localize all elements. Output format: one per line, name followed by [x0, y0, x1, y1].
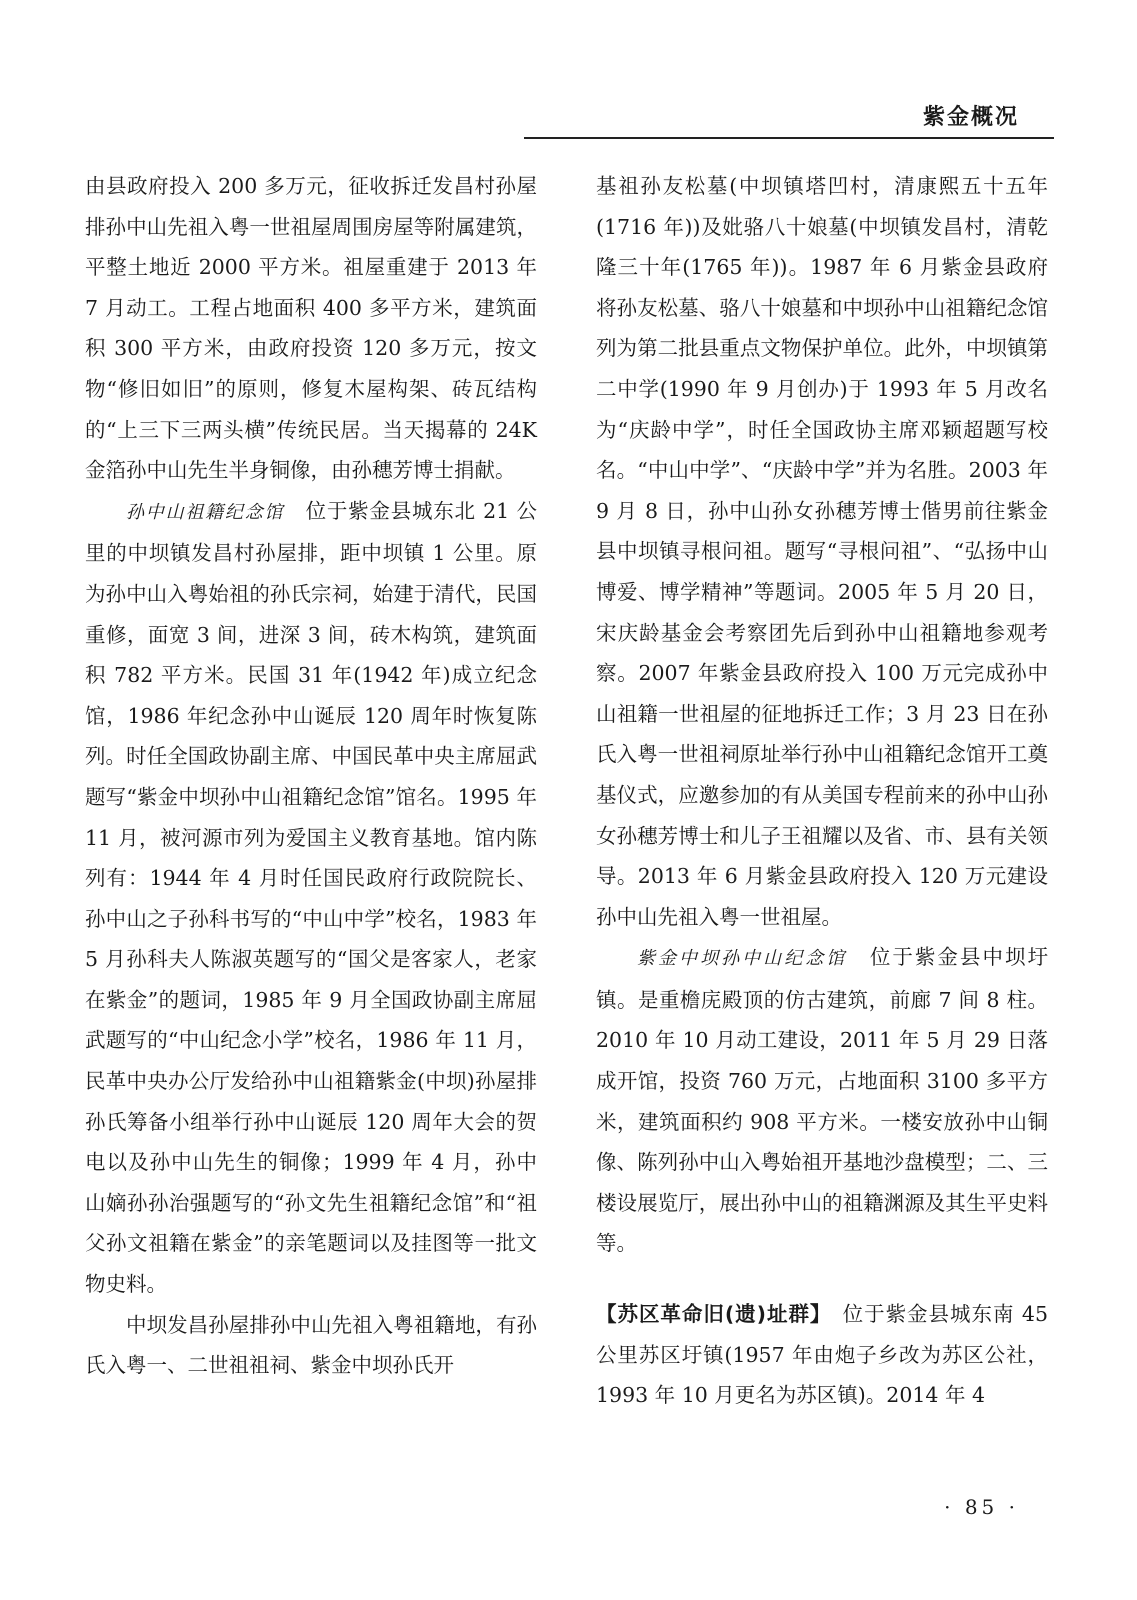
- left-paragraph-3: 中坝发昌孙屋排孙中山先祖入粤祖籍地，有孙氏入粤一、二世祖祖祠、紫金中坝孙氏开: [85, 1312, 537, 1378]
- left-column: [85, 166, 537, 1386]
- left-paragraph-2-body: 位于紫金县城东北 21 公里的中坝镇发昌村孙屋排，距中坝镇 1 公里。原为孙中山入粤始祖的孙氏宗祠，始建于清代，民国重修，面宽 3 间，进深 3 间，砖木构筑，建筑面积 782 平方米。民国 31 年(1942 年)成立纪念馆，1986 年纪念孙中山诞辰 120 周年时恢复陈列。时任全国政协副主席、中国民革中央主席屈武题写“紫金中坝孙中山祖籍纪念馆”馆名。1995 年 11 月，被河源市列为爱国主义教育基地。馆内陈列有：1944 年 4 月时任国民政府行政院院长、孙中山之子孙科书写的“中山中学”校名，1983 年 5 月孙科夫人陈淑英题写的“国父是客家人，老家在紫金”的题词，1985 年 9 月全国政协副主席屈武题写的“中山纪念小学”校名，1986 年 11 月，民革中央办公厅发给孙中山祖籍紫金(中坝)孙屋排孙氏筹备小组举行孙中山诞辰 120 周年大会的贺电以及孙中山先生的铜像；1999 年 4 月，孙中山嫡孙孙治强题写的“孙文先生祖籍纪念馆”和“祖父孙文祖籍在紫金”的亲笔题词以及挂图等一批文物史料。: [85, 498, 538, 1297]
- section-header-title: 紫金概况: [922, 105, 1019, 130]
- header-rule: [524, 137, 1054, 139]
- left-paragraph-2: [85, 491, 537, 1305]
- page-number: · 85 ·: [944, 1495, 1019, 1519]
- right-column: [596, 166, 1048, 1416]
- right-paragraph-2: [596, 937, 1048, 1264]
- right-paragraph-3: [596, 1294, 1048, 1416]
- left-paragraph-1: 由县政府投入 200 多万元，征收拆迁发昌村孙屋排孙中山先祖入粤一世祖屋周围房屋等附属建筑，平整土地近 2000 平方米。祖屋重建于 2013 年 7 月动工。工程占地面积 400 多平方米，建筑面积 300 平方米，由政府投资 120 多万元，按文物“修旧如旧”的原则，修复木屋构架、砖瓦结构的“上三下三两头横”传统民居。当天揭幕的 24K 金箔孙中山先生半身铜像，由孙穗芳博士捐献。: [85, 174, 537, 483]
- section-title-soviet-sites: 【苏区革命旧(遗)址群】: [596, 1302, 822, 1327]
- right-paragraph-3-body: 位于紫金县城东南 45 公里苏区圩镇(1957 年由炮子乡改为苏区公社，1993 年 10 月更名为苏区镇)。2014 年 4: [596, 1302, 1048, 1408]
- right-paragraph-2-body: 位于紫金县中坝圩镇。是重檐庑殿顶的仿古建筑，前廊 7 间 8 柱。2010 年 10 月动工建设，2011 年 5 月 29 日落成开馆，投资 760 万元，占地面积 3100 多平方米，建筑面积约 908 平方米。一楼安放孙中山铜像、陈列孙中山入粤始祖开基地沙盘模型；二、三楼设展览厅，展出孙中山的祖籍渊源及其生平史料等。: [596, 945, 1049, 1256]
- right-paragraph-1: 基祖孙友松墓(中坝镇塔凹村，清康熙五十五年(1716 年))及妣骆八十娘墓(中坝镇发昌村，清乾隆三十年(1765 年))。1987 年 6 月紫金县政府将孙友松墓、骆八十娘墓和中坝孙中山祖籍纪念馆列为第二批县重点文物保护单位。此外，中坝镇第二中学(1990 年 9 月创办)于 1993 年 5 月改名为“庆龄中学”，时任全国政协主席邓颖超题写校名。“中山中学”、“庆龄中学”并为名胜。2003 年 9 月 8 日，孙中山孙女孙穗芳博士偕男前往紫金县中坝镇寻根问祖。题写“寻根问祖”、“弘扬中山博爱、博学精神”等题词。2005 年 5 月 20 日，宋庆龄基金会考察团先后到孙中山祖籍地参观考察。2007 年紫金县政府投入 100 万元完成孙中山祖籍一世祖屋的征地拆迁工作；3 月 23 日在孙氏入粤一世祖祠原址举行孙中山祖籍纪念馆开工奠基仪式，应邀参加的有从美国专程前来的孙中山孙女孙穗芳博士和儿子王祖耀以及省、市、县有关领导。2013 年 6 月紫金县政府投入 120 万元建设孙中山先祖入粤一世祖屋。: [596, 174, 1048, 929]
- entry-title-sun-ancestral-memorial: 孙中山祖籍纪念馆: [126, 501, 285, 523]
- entry-title-zhongba-memorial: 紫金中坝孙中山纪念馆: [637, 948, 848, 970]
